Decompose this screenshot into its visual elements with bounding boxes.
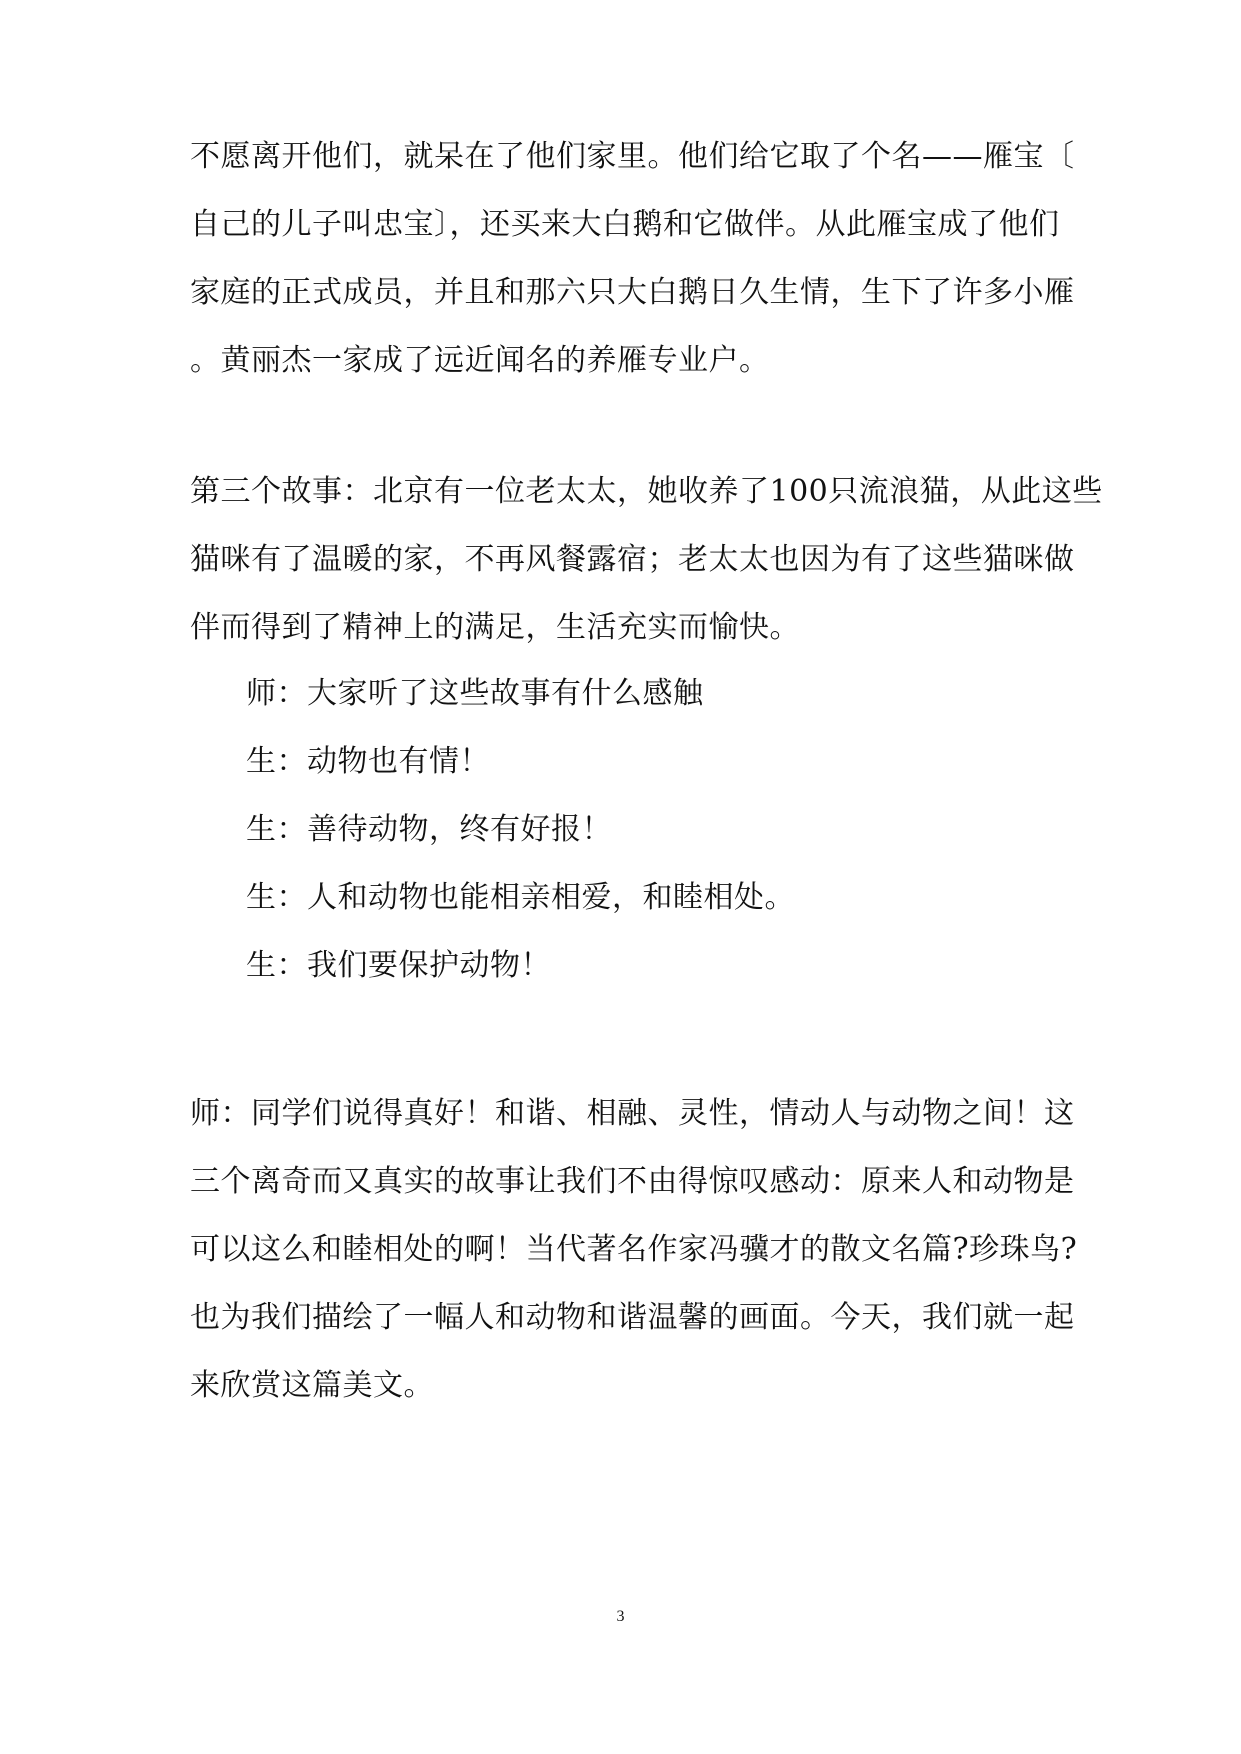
paragraph-story-two-end (190, 123, 1075, 395)
text-line: 不愿离开他们，就呆在了他们家里。他们给它取了个名——雁宝〔 (190, 139, 1075, 174)
dialogue-line: 生：我们要保护动物！ (246, 948, 551, 983)
text-line: 也为我们描绘了一幅人和动物和谐温馨的画面。今天，我们就一起 (190, 1300, 1075, 1335)
dialogue-section (190, 660, 1070, 1000)
text-line: 家庭的正式成员，并且和那六只大白鹅日久生情，生下了许多小雁 (190, 275, 1075, 310)
dialogue-line: 生：善待动物，终有好报！ (246, 812, 612, 847)
text-line: 伴而得到了精神上的满足，生活充实而愉快。 (190, 610, 800, 645)
text-line: 第三个故事：北京有一位老太太，她收养了100只流浪猫，从此这些 (190, 474, 1103, 509)
text-line: 师：同学们说得真好！和谐、相融、灵性，情动人与动物之间！这 (190, 1096, 1075, 1131)
text-line: 猫咪有了温暖的家，不再风餐露宿；老太太也因为有了这些猫咪做 (190, 542, 1075, 577)
text-line: 可以这么和睦相处的啊！当代著名作家冯骥才的散文名篇?珍珠鸟? (190, 1232, 1078, 1267)
text-line: 。黄丽杰一家成了远近闻名的养雁专业户。 (190, 343, 770, 378)
dialogue-line: 生：动物也有情！ (246, 744, 490, 779)
dialogue-line: 师：大家听了这些故事有什么感触 (246, 676, 704, 711)
text-line: 三个离奇而又真实的故事让我们不由得惊叹感动：原来人和动物是 (190, 1164, 1075, 1199)
paragraph-story-three (190, 458, 1103, 662)
dialogue-line: 生：人和动物也能相亲相爱，和睦相处。 (246, 880, 795, 915)
text-line: 来欣赏这篇美文。 (190, 1368, 434, 1403)
page-number: 3 (616, 1608, 625, 1625)
paragraph-teacher-summary (190, 1080, 1078, 1420)
text-line: 自己的儿子叫忠宝〕，还买来大白鹅和它做伴。从此雁宝成了他们 (190, 207, 1060, 242)
